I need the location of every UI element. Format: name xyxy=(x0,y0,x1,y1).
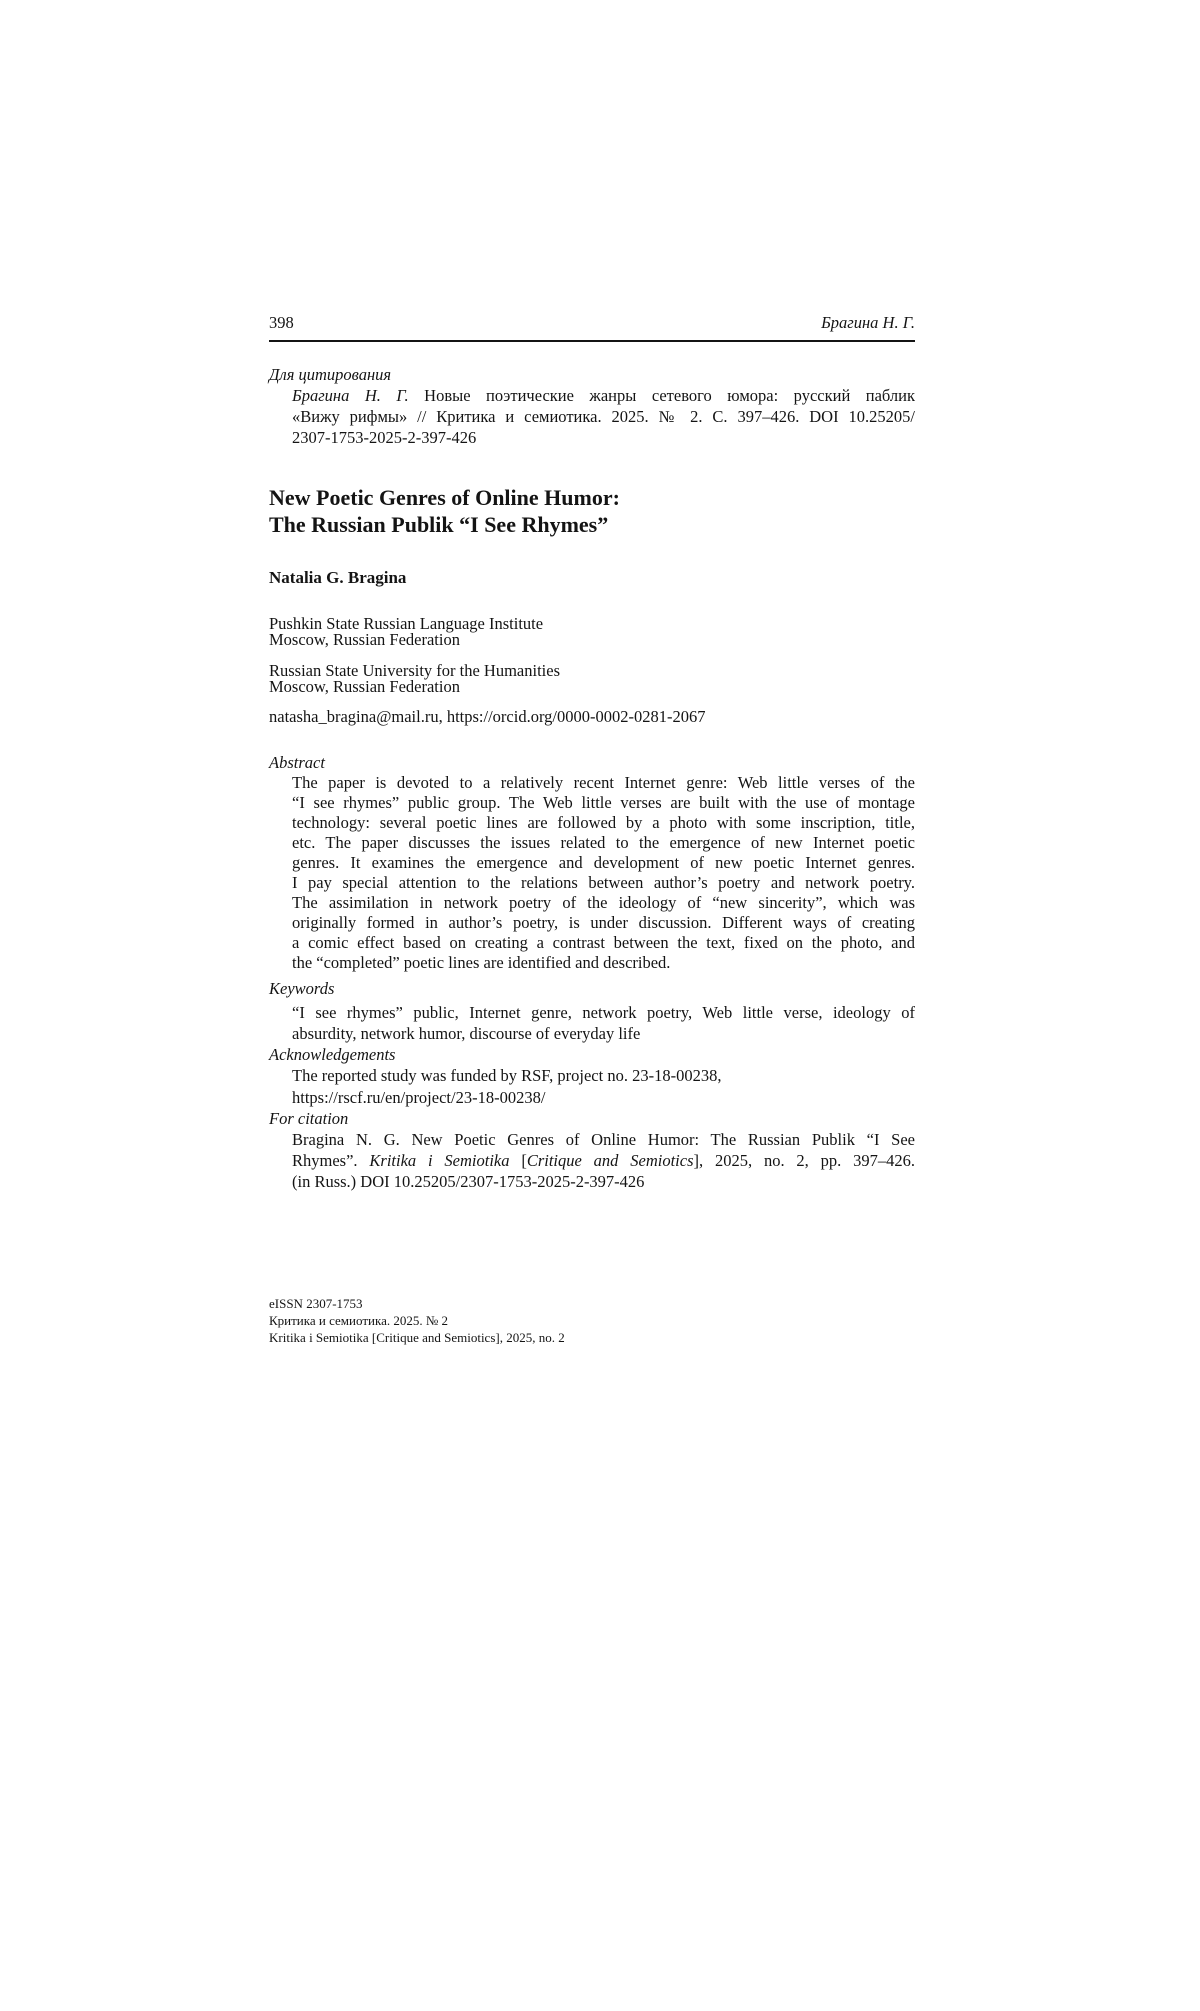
affiliation-name: Russian State University for the Humanities xyxy=(269,661,560,680)
citation-ru-line: 2307-1753-2025-2-397-426 xyxy=(292,428,477,447)
abstract-line: The paper is devoted to a relatively recent Internet genre: Web little verses of the xyxy=(292,773,915,792)
citation-ru-label: Для цитирования xyxy=(269,365,392,384)
running-head-author: Брагина Н. Г. xyxy=(821,313,915,332)
journal-title-translit: Kritika i Semiotika xyxy=(369,1151,510,1170)
for-citation-text: ], 2025, no. 2, pp. 397–426. xyxy=(693,1151,915,1170)
abstract-line: technology: several poetic lines are followed by a photo with some inscription, title, xyxy=(292,813,915,832)
running-header xyxy=(269,313,915,333)
affiliation xyxy=(269,663,915,695)
affiliation xyxy=(269,616,915,648)
abstract-line: the “completed” poetic lines are identified and described. xyxy=(292,953,671,972)
abstract-line: The assimilation in network poetry of the ideology of “new sincerity”, which was xyxy=(292,893,915,912)
citation-ru-author: Брагина Н. Г. xyxy=(292,386,409,405)
journal-title-en: Critique and Semiotics xyxy=(526,1151,694,1170)
affiliation-location: Moscow, Russian Federation xyxy=(269,677,460,696)
article-title xyxy=(269,484,915,538)
citation-ru-text: Новые поэтические жанры сетевого юмора: русский паблик xyxy=(408,386,915,405)
affiliation-name: Pushkin State Russian Language Institute xyxy=(269,614,544,633)
article-title-line: New Poetic Genres of Online Humor: xyxy=(269,485,620,510)
for-citation-line: (in Russ.) DOI 10.25205/2307-1753-2025-2-397-426 xyxy=(292,1172,645,1191)
author-name: Natalia G. Bragina xyxy=(269,568,407,587)
imprint-journal-ru: Критика и семиотика. 2025. № 2 xyxy=(269,1313,449,1328)
imprint-issn: eISSN 2307-1753 xyxy=(269,1296,363,1311)
citation-ru-line xyxy=(292,385,915,406)
contact-line: natasha_bragina@mail.ru, https://orcid.org/0000-0002-0281-2067 xyxy=(269,707,706,726)
imprint-block xyxy=(269,1295,915,1346)
acknowledgements-line: The reported study was funded by RSF, project no. 23-18-00238, xyxy=(292,1066,722,1085)
page-number: 398 xyxy=(269,313,294,332)
for-citation-line xyxy=(292,1150,915,1171)
affiliation-location: Moscow, Russian Federation xyxy=(269,630,460,649)
abstract-text xyxy=(292,773,915,973)
abstract-line: a comic effect based on creating a contrast between the text, fixed on the photo, and xyxy=(292,933,915,952)
for-citation-line: Bragina N. G. New Poetic Genres of Online Humor: The Russian Publik “I See xyxy=(292,1130,915,1149)
citation-ru-block xyxy=(292,385,915,448)
abstract-line: originally formed in author’s poetry, is under discussion. Different ways of creating xyxy=(292,913,915,932)
abstract-label: Abstract xyxy=(269,753,325,772)
page-content xyxy=(269,313,915,1346)
for-citation-block xyxy=(292,1129,915,1192)
imprint-journal-en: Kritika i Semiotika [Critique and Semiotics], 2025, no. 2 xyxy=(269,1330,565,1345)
citation-ru-line: «Вижу рифмы» // Критика и семиотика. 2025. № 2. С. 397–426. DOI 10.25205/ xyxy=(292,407,915,426)
abstract-line: genres. It examines the emergence and development of new poetic Internet genres. xyxy=(292,853,915,872)
abstract-line: etc. The paper discusses the issues related to the emergence of new Internet poetic xyxy=(292,833,915,852)
keywords-line: “I see rhymes” public, Internet genre, network poetry, Web little verse, ideology of xyxy=(292,1003,915,1022)
for-citation-text: [ xyxy=(509,1151,527,1170)
article-title-line: The Russian Publik “I See Rhymes” xyxy=(269,512,609,537)
for-citation-label: For citation xyxy=(269,1109,349,1128)
abstract-line: I pay special attention to the relations between author’s poetry and network poetry. xyxy=(292,873,915,892)
acknowledgements-line: https://rscf.ru/en/project/23-18-00238/ xyxy=(292,1087,546,1107)
acknowledgements-label: Acknowledgements xyxy=(269,1045,396,1064)
acknowledgements-text xyxy=(292,1065,915,1108)
keywords-text xyxy=(292,1002,915,1044)
keywords-line: absurdity, network humor, discourse of everyday life xyxy=(292,1024,641,1043)
keywords-label: Keywords xyxy=(269,979,335,998)
abstract-line: “I see rhymes” public group. The Web little verses are built with the use of montage xyxy=(292,793,915,812)
for-citation-text: Rhymes”. xyxy=(292,1151,370,1170)
header-rule xyxy=(269,340,915,342)
